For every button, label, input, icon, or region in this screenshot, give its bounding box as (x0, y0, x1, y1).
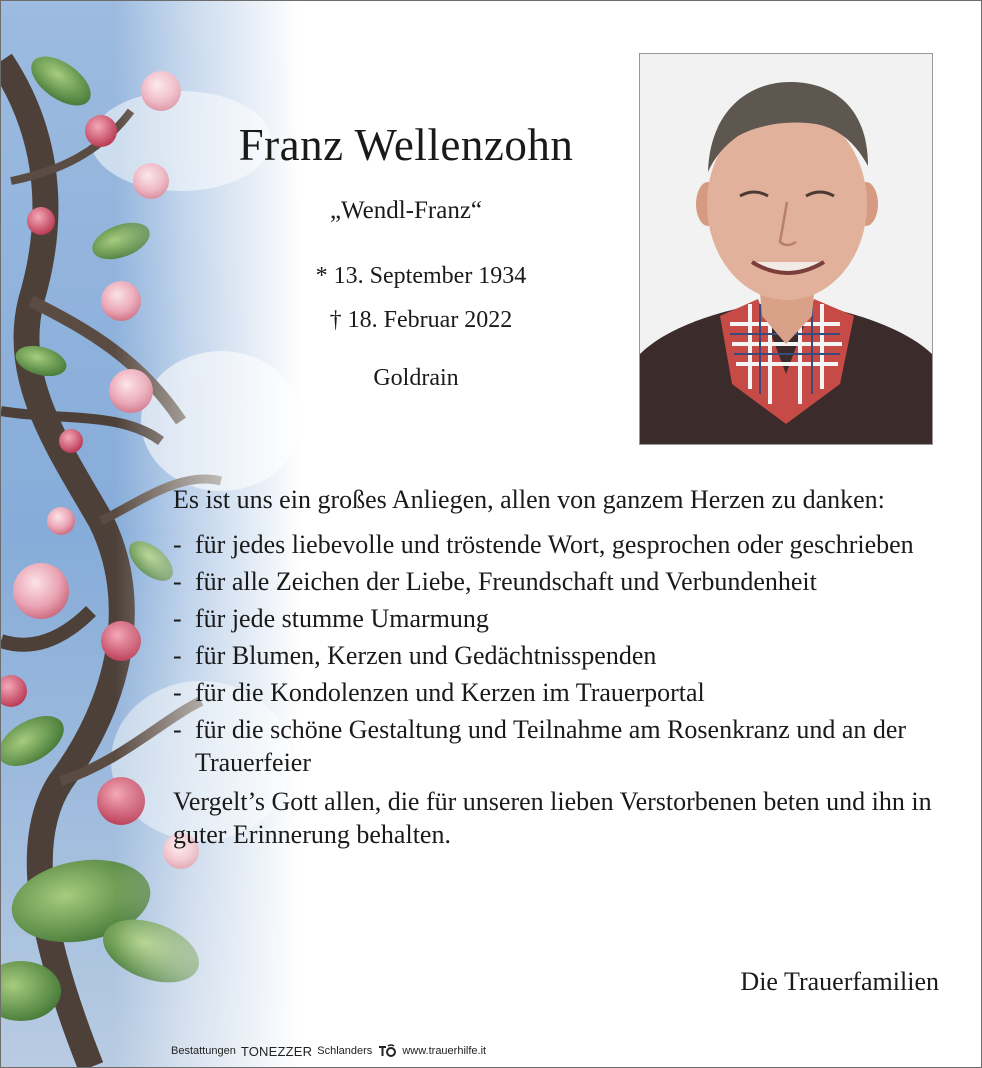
home-place: Goldrain (373, 365, 459, 391)
footer-brand: TONEZZER (240, 1043, 313, 1059)
thanks-list (173, 528, 943, 779)
signature: Die Trauerfamilien (740, 967, 939, 996)
footer-url[interactable]: www.trauerhilfe.it (402, 1045, 487, 1057)
deceased-name: Franz Wellenzohn (238, 120, 574, 170)
trauerhilfe-logo-icon (377, 1044, 397, 1058)
footer-suffix: Schlanders (317, 1045, 373, 1057)
birth-date: * 13. September 1934 (315, 263, 527, 289)
list-item: - für Blumen, Kerzen und Gedächtnisspenden (173, 639, 943, 672)
thank-you-message (173, 483, 943, 851)
message-closing: Vergelt’s Gott allen, die für unseren lieben Verstorbenen beten und ihn in guter Erinnerung behalten. (173, 787, 932, 849)
deceased-nickname: „Wendl-Franz“ (329, 197, 483, 224)
message-intro: Es ist uns ein großes Anliegen, allen von ganzem Herzen zu danken: (173, 485, 885, 514)
portrait-photo-image (640, 54, 932, 444)
list-item: - für alle Zeichen der Liebe, Freundschaft und Verbundenheit (173, 565, 943, 598)
portrait-photo (639, 53, 933, 445)
death-date: † 18. Februar 2022 (329, 307, 513, 333)
list-item: - für die Kondolenzen und Kerzen im Trauerportal (173, 676, 943, 709)
footer-prefix: Bestattungen (171, 1045, 236, 1057)
list-item: - für die schöne Gestaltung und Teilnahme am Rosenkranz und an der Trauerfeier (173, 713, 943, 779)
list-item: - für jedes liebevolle und tröstende Wort, gesprochen oder geschrieben (173, 528, 943, 561)
list-item: - für jede stumme Umarmung (173, 602, 943, 635)
funeral-home-footer (171, 1041, 571, 1061)
